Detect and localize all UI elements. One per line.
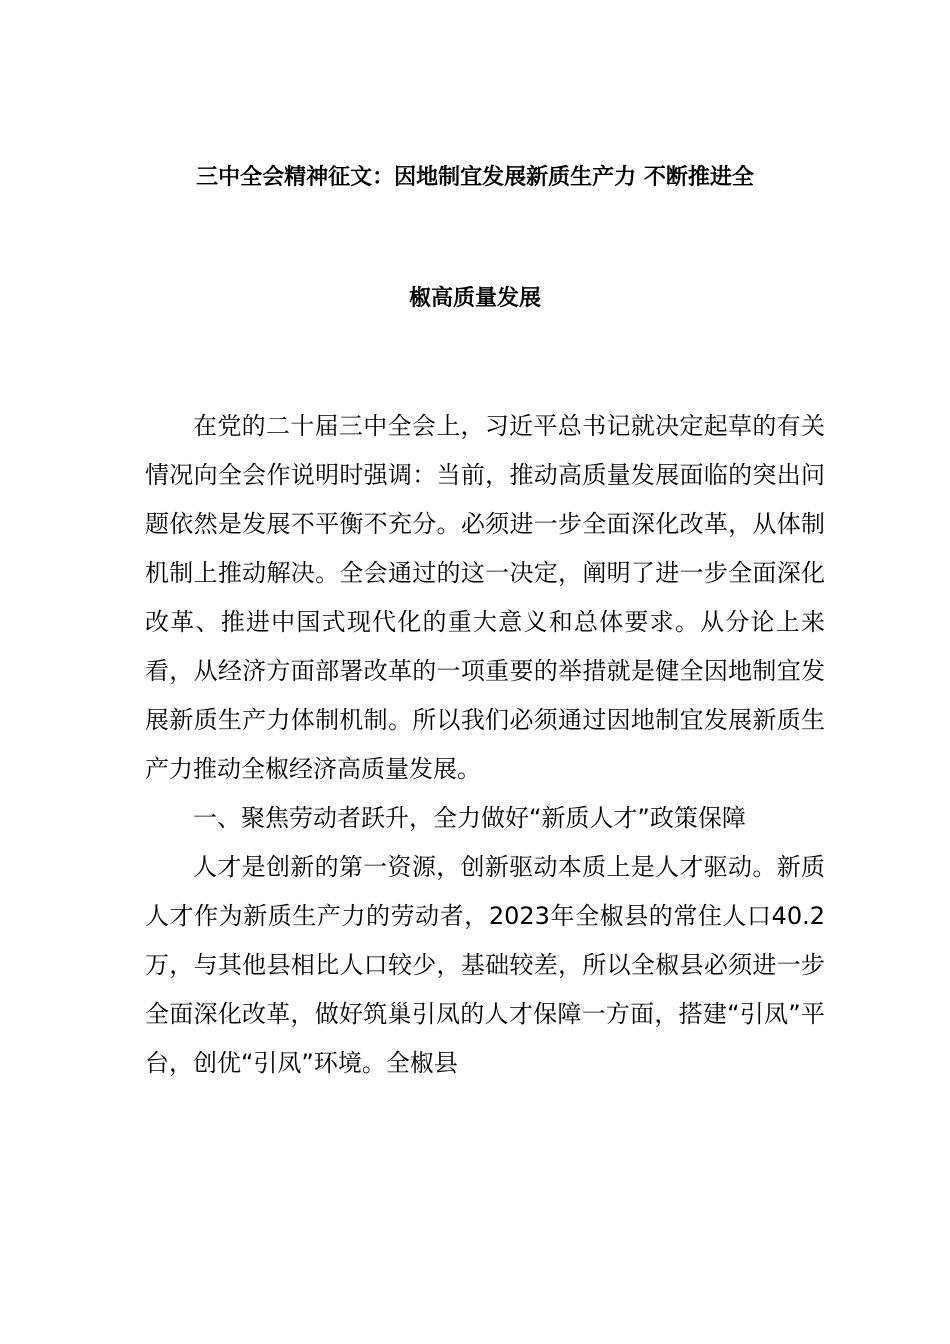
body-paragraph-section-1: 人才是创新的第一资源，创新驱动本质上是人才驱动。新质人才作为新质生产力的劳动者，2023年全椒县的常住人口40.2万，与其他县相比人口较少，基础较差，所以全椒县必须进一步全面深化改革，做好筑巢引凤的人才保障一方面，搭建“引凤”平台，创优“引凤”环境。全椒县 — [145, 853, 825, 1077]
body-paragraph-intro: 在党的二十届三中全会上，习近平总书记就决定起草的有关情况向全会作说明时强调：当前，推动高质量发展面临的突出问题依然是发展不平衡不充分。必须进一步全面深化改革，从体制机制上推动解决。全会通过的这一决定，阐明了进一步全面深化改革、推进中国式现代化的重大意义和总体要求。从分论上来看，从经济方面部署改革的一项重要的举措就是健全因地制宜发展新质生产力体制机制。所以我们必须通过因地制宜发展新质生产力推动全椒经济高质量发展。 — [145, 412, 825, 783]
document-body — [145, 402, 825, 1088]
document-title-line-1: 三中全会精神征文：因地制宜发展新质生产力 不断推进全 — [196, 165, 754, 190]
document-title-line-2: 椒高质量发展 — [408, 286, 541, 311]
section-heading-1: 一、聚焦劳动者跃升，全力做好“新质人才”政策保障 — [193, 804, 746, 832]
